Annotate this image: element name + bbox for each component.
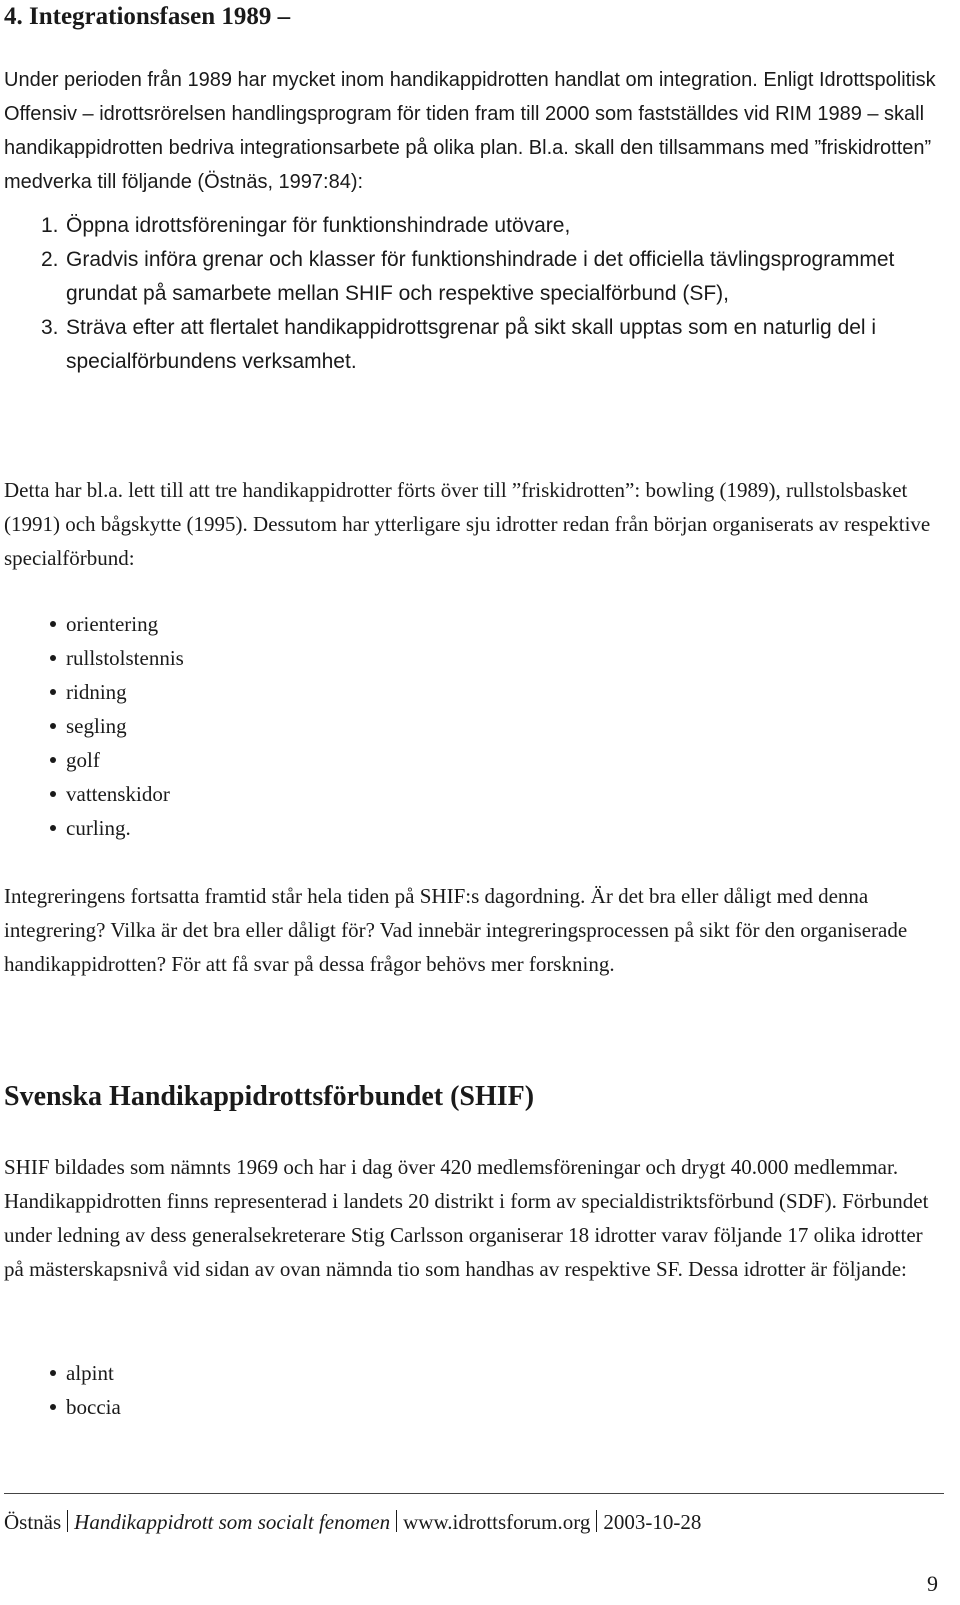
list-item: vattenskidor xyxy=(4,777,184,811)
list-item: curling. xyxy=(4,811,184,845)
list-item: ridning xyxy=(4,675,184,709)
detta-paragraph: Detta har bl.a. lett till att tre handikappidrotter förts över till ”friskidrotten”: bowling (1989), rullstolsbasket (1991) och bågskytte (1995). Dessutom har ytterligare sju idrotter redan från början organiserats av respektive specialförbund: xyxy=(4,478,931,570)
subsection-heading: Svenska Handikappidrottsförbundet (SHIF) xyxy=(4,1081,535,1112)
list-item xyxy=(4,209,944,243)
list-item-text: Sträva efter att flertalet handikappidrottsgrenar på sikt skall upptas som en naturlig del i specialförbundens verksamhet. xyxy=(66,316,877,373)
list-number: 2. xyxy=(41,248,59,271)
sports-list-2 xyxy=(4,1356,121,1424)
sports-list-1 xyxy=(4,607,184,845)
list-number: 3. xyxy=(41,316,59,339)
footer-author: Östnäs xyxy=(4,1510,62,1534)
footer-separator xyxy=(396,1510,397,1532)
list-item-text: Öppna idrottsföreningar för funktionshindrade utövare, xyxy=(66,214,571,237)
list-item: orientering xyxy=(4,607,184,641)
footer-site[interactable]: www.idrottsforum.org xyxy=(403,1510,591,1534)
footer-title: Handikappidrott som socialt fenomen xyxy=(74,1510,391,1534)
list-item: golf xyxy=(4,743,184,777)
footer-date: 2003-10-28 xyxy=(603,1510,702,1534)
integration-paragraph: Integreringens fortsatta framtid står hela tiden på SHIF:s dagordning. Är det bra eller dåligt med denna integrering? Vilka är det bra eller dåligt för? Vad innebär integreringsprocessen på sikt för den organiserade handikappidrotten? För att få svar på dessa frågor behövs mer forskning. xyxy=(4,884,908,976)
list-item: rullstolstennis xyxy=(4,641,184,675)
shif-paragraph: SHIF bildades som nämnts 1969 och har i dag över 420 medlemsföreningar och drygt 40.000 medlemmar. Handikappidrotten finns representerad i landets 20 distrikt i form av specialdistriktsförbund (SDF). Förbundet under ledning av dess generalsekreterare Stig Carlsson organiserar 18 idrotter varav följande 17 olika idrotter på mästerskapsnivå vid sidan av ovan nämnda tio som handhas av respektive SF. Dessa idrotter är följande: xyxy=(4,1155,929,1281)
footer-separator xyxy=(67,1510,68,1532)
numbered-list xyxy=(4,209,944,379)
intro-paragraph: Under perioden från 1989 har mycket inom handikappidrotten handlat om integration. Enligt Idrottspolitisk Offensiv – idrottsrörelsen handlingsprogram för tiden fram till 2000 som fastställdes vid RIM 1989 – skall handikappidrotten bedriva integrationsarbete på olika plan. Bl.a. skall den tillsammans med ”friskidrotten” medverka till följande (Östnäs, 1997:84): xyxy=(4,69,936,193)
list-item xyxy=(4,311,944,379)
list-number: 1. xyxy=(41,214,59,237)
list-item: boccia xyxy=(4,1390,121,1424)
footer-separator xyxy=(596,1510,597,1532)
section-heading: 4. Integrationsfasen 1989 – xyxy=(4,3,291,30)
page-number: 9 xyxy=(927,1571,938,1596)
list-item: alpint xyxy=(4,1356,121,1390)
list-item: segling xyxy=(4,709,184,743)
page-footer xyxy=(4,1493,944,1536)
list-item xyxy=(4,243,944,311)
list-item-text: Gradvis införa grenar och klasser för funktionshindrade i det officiella tävlingsprogrammet grundat på samarbete mellan SHIF och respektive specialförbund (SF), xyxy=(66,248,895,305)
